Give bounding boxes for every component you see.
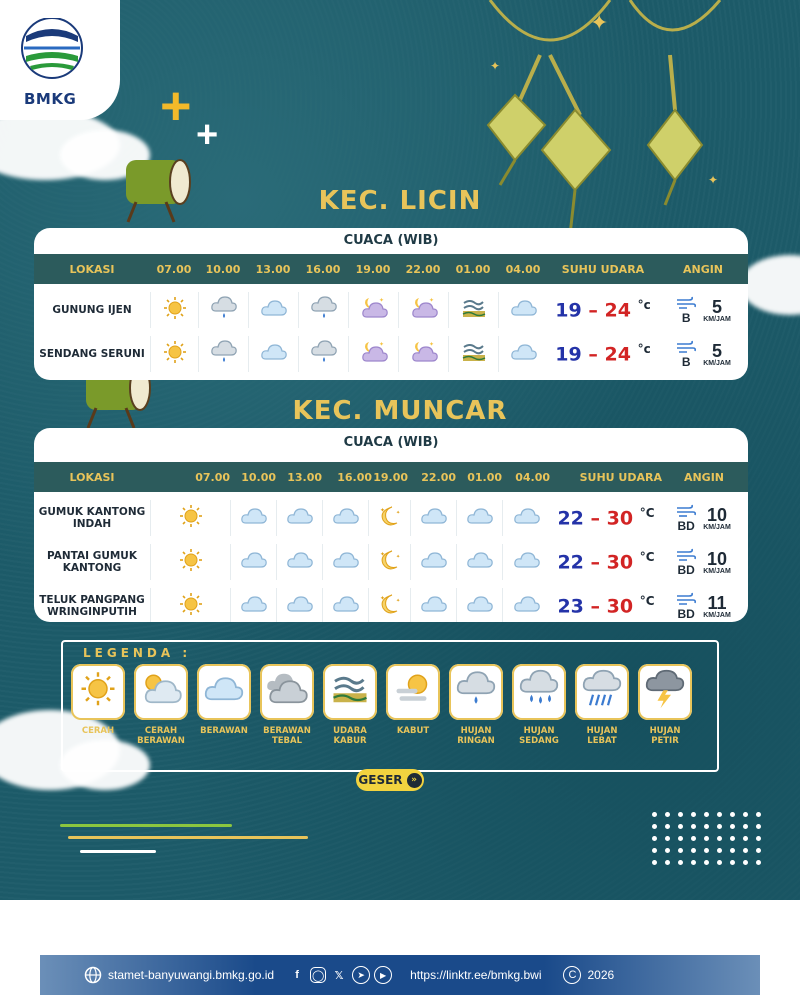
forecast-cell [198,292,248,328]
bmkg-logo [0,0,120,120]
light-rain-icon [455,670,497,714]
temp-unit: °C [639,506,655,521]
temp-separator: – [588,299,598,322]
section-title-licin: KEC. LICIN [318,186,482,216]
svg-text:✦: ✦ [378,341,384,348]
dot [704,824,709,829]
forecast-cell [276,500,322,536]
dot [717,812,722,817]
legend-title: LEGENDA : [83,646,192,660]
cloud-icon [286,594,314,619]
forecast-cell [456,588,502,622]
legend-item [512,664,566,746]
wind-info [658,295,748,325]
wind-icon [675,591,697,607]
dot [730,836,735,841]
dot [704,836,709,841]
temperature-range [548,342,658,365]
legend-item [386,664,440,736]
legend-tile [197,664,251,720]
temp-unit: °C [639,550,655,565]
wind-icon [675,547,697,563]
dot [665,824,670,829]
forecast-cell [456,544,502,580]
dot [730,848,735,853]
svg-text:✦: ✦ [395,509,400,516]
light-rain-icon [210,296,238,325]
dot [652,860,657,865]
moon-icon [378,504,402,533]
legend-label: KABUT [396,726,430,736]
forecast-cell [368,500,410,536]
wind-info [662,547,744,577]
forecast-cell [368,544,410,580]
header-wind: ANGIN [682,262,724,276]
legend-label: HUJAN LEBAT [586,726,618,746]
cloud-icon [240,506,268,531]
haze-icon [461,341,487,368]
footer-bar [40,955,760,995]
wind-speed: 11 [707,592,727,613]
copyright-year: 2026 [587,968,615,982]
temp-min: 19 [555,299,582,322]
table-header [34,254,748,284]
header-temp: SUHU UDARA [561,262,645,276]
dot [743,824,748,829]
dot [756,824,761,829]
dot [743,860,748,865]
linktree-link[interactable] [410,968,541,982]
dot [717,836,722,841]
sun-icon [163,296,187,325]
temp-unit: °c [637,342,651,357]
wind-direction: BD [677,607,695,621]
dot [756,836,761,841]
geser-label: GESER [358,773,403,787]
cloud-moon-icon [359,340,389,369]
legend-tile [71,664,125,720]
cloud-icon [260,342,288,367]
cloud-icon [332,550,360,575]
dot [743,848,748,853]
wind-unit: KM/JAM [703,523,731,531]
header-time: 10.00 [205,262,241,276]
temperature-range [550,594,662,617]
card-subtitle: CUACA (WIB) [343,435,439,450]
cloud-icon [513,506,541,531]
website-link[interactable] [84,966,274,984]
forecast-cell [398,292,448,328]
cloud-icon [513,550,541,575]
temp-unit: °c [637,298,651,313]
temperature-range [548,298,658,321]
dot [717,860,722,865]
cloud-moon-icon [409,296,439,325]
geser-button[interactable] [356,769,424,791]
dot [743,836,748,841]
location-name: GUNUNG IJEN [52,304,132,316]
header-time: 10.00 [241,470,276,484]
youtube-icon[interactable]: ▶ [374,966,392,984]
cloud-icon [420,594,448,619]
dot [730,824,735,829]
header-time: 13.00 [255,262,291,276]
header-location: LOKASI [69,470,115,484]
temp-separator: – [590,507,601,530]
cloud-icon [466,594,494,619]
temp-max: 24 [604,299,631,322]
copyright-icon: C [563,966,581,984]
temp-unit: °C [639,594,655,609]
dot [691,824,696,829]
bmkg-emblem-icon [18,18,86,82]
location-name: TELUK PANGPANG WRINGINPUTIH [39,594,145,618]
header-time: 22.00 [421,470,456,484]
dot [717,848,722,853]
legend-label: CERAH BERAWAN [137,726,185,746]
temp-max: 30 [606,595,634,618]
instagram-icon[interactable]: ◯ [310,967,326,983]
table-row [34,288,748,332]
globe-icon [84,966,102,984]
wind-info [662,503,744,533]
dot [678,860,683,865]
dot [678,836,683,841]
website-text: stamet-banyuwangi.bmkg.go.id [108,968,275,982]
dot [704,848,709,853]
dot [678,848,683,853]
cloud-icon [240,594,268,619]
divider-line [80,850,156,853]
dot [691,812,696,817]
forecast-cell [322,588,368,622]
forecast-cell [348,292,398,328]
wind-direction: B [681,311,691,325]
forecast-cell [398,336,448,372]
legend-item [449,664,503,746]
temp-min: 22 [557,507,584,530]
forecast-cell [198,336,248,372]
forecast-cell [248,336,298,372]
wind-speed: 10 [706,548,728,569]
legend-item [638,664,692,746]
svg-text:✦: ✦ [378,297,384,304]
svg-text:✦: ✦ [590,10,609,35]
cloud-icon [286,550,314,575]
temp-max: 30 [606,551,634,574]
cloud-icon [510,298,538,323]
forecast-cell [298,292,348,328]
legend-label: BERAWAN TEBAL [263,726,311,746]
cloud-moon-icon [359,296,389,325]
dot [678,812,683,817]
dot [665,836,670,841]
table-row [34,332,748,376]
legend-label: CERAH [81,726,115,736]
sun-icon [80,670,116,714]
moderate-rain-icon [518,669,560,716]
forecast-cell [230,544,276,580]
legend-item [197,664,251,736]
legend-item [134,664,188,746]
temp-max: 24 [604,343,631,366]
temp-min: 23 [557,595,584,618]
sun-cloud-icon [140,670,182,714]
dot [756,812,761,817]
dot [652,848,657,853]
light-rain-icon [310,340,338,369]
legend-label: HUJAN SEDANG [519,726,559,746]
light-rain-icon [210,340,238,369]
haze-icon [461,297,487,324]
wind-direction: BD [677,519,695,533]
dot-pattern [652,812,768,872]
forecast-cell [410,500,456,536]
fog-icon [392,670,434,714]
cloud-icon [466,506,494,531]
facebook-icon[interactable]: f [295,969,299,981]
legend-label: HUJAN PETIR [649,726,681,746]
forecast-cell [498,336,548,372]
legend-item [71,664,125,736]
dot [652,824,657,829]
forecast-cell [276,588,322,622]
cloud-icon [203,673,245,711]
table-row [34,540,748,584]
forecast-cell [276,544,322,580]
header-time: 19.00 [373,470,408,484]
temp-separator: – [590,551,601,574]
header-time: 04.00 [505,262,541,276]
sun-icon [179,592,203,621]
dot [743,812,748,817]
sun-icon [179,548,203,577]
divider-line [68,836,308,839]
legend-tile [260,664,314,720]
location-name: PANTAI GUMUK KANTONG [47,550,137,574]
header-time: 04.00 [515,470,550,484]
temp-separator: – [590,595,601,618]
cloud-icon [286,506,314,531]
cloud-icon [332,506,360,531]
social-links [288,966,392,984]
wind-speed: 5 [711,340,722,361]
wind-unit: KM/JAM [703,315,731,323]
header-time: 07.00 [195,470,230,484]
dot [652,812,657,817]
forecast-cell [322,500,368,536]
forecast-cell [368,588,410,622]
temp-max: 30 [606,507,634,530]
brand-name: BMKG [24,90,77,108]
temperature-range [550,550,662,573]
dot [665,848,670,853]
forecast-card-muncar [34,428,748,622]
header-location: LOKASI [69,262,115,276]
telegram-icon[interactable]: ➤ [352,966,370,984]
temperature-range [550,506,662,529]
dot [717,824,722,829]
wind-direction: B [681,355,691,369]
dot [730,812,735,817]
card-subtitle: CUACA (WIB) [343,233,439,248]
dot [704,812,709,817]
header-time: 07.00 [156,262,192,276]
thunderstorm-icon [644,669,686,716]
dot [756,860,761,865]
wind-unit: KM/JAM [703,567,731,575]
plus-decoration: + [196,114,219,156]
temp-min: 22 [557,551,584,574]
wind-icon [675,339,697,355]
legend-tile [512,664,566,720]
temp-min: 19 [555,343,582,366]
header-time: 13.00 [287,470,322,484]
table-row [34,584,748,622]
forecast-cell [150,588,230,622]
location-name: GUMUK KANTONG INDAH [38,506,146,530]
wind-icon [675,503,697,519]
forecast-cell [322,544,368,580]
linktree-text: https://linktr.ee/bmkg.bwi [410,968,542,982]
forecast-cell [230,588,276,622]
legend [61,640,719,772]
dot [665,812,670,817]
wind-info [662,591,744,621]
legend-tile [386,664,440,720]
table-row [34,496,748,540]
forecast-cell [502,544,550,580]
table-body [34,492,748,622]
section-title-muncar: KEC. MUNCAR [292,396,508,426]
forecast-cell [298,336,348,372]
moon-icon [378,548,402,577]
legend-label: BERAWAN [200,726,248,736]
forecast-cell [498,292,548,328]
wind-speed: 10 [706,504,728,525]
forecast-cell [230,500,276,536]
temp-separator: – [588,343,598,366]
thick-cloud-icon [265,672,310,713]
wind-direction: BD [677,563,695,577]
forecast-cell [150,292,198,328]
svg-text:✦: ✦ [379,507,385,514]
forecast-cell [410,588,456,622]
cloud-icon [332,594,360,619]
moon-icon [378,592,402,621]
wind-speed: 5 [711,296,722,317]
forecast-cell [150,544,230,580]
legend-tile [575,664,629,720]
double-chevron-right-icon: » [407,773,422,788]
cloud-icon [466,550,494,575]
svg-text:✦: ✦ [708,173,719,187]
cloud-icon [260,298,288,323]
cloud-icon [513,594,541,619]
wind-info [658,339,748,369]
plus-decoration: + [160,76,192,136]
svg-text:✦: ✦ [379,551,385,558]
light-rain-icon [310,296,338,325]
header-time: 01.00 [455,262,491,276]
haze-icon [331,672,370,713]
header-time: 01.00 [467,470,502,484]
header-time: 19.00 [355,262,391,276]
forecast-cell [150,500,230,536]
table-header [34,462,748,492]
cloud-icon [510,342,538,367]
legend-tile [638,664,692,720]
svg-text:✦: ✦ [428,341,434,348]
dot [691,848,696,853]
header-time: 16.00 [305,262,341,276]
location-name: SENDANG SERUNI [39,348,145,360]
forecast-cell [410,544,456,580]
header-time: 22.00 [405,262,441,276]
svg-text:✦: ✦ [395,553,400,560]
x-icon[interactable]: 𝕏 [334,969,344,982]
dot [730,860,735,865]
wind-icon [675,295,697,311]
dot [704,860,709,865]
cloud-icon [240,550,268,575]
legend-tile [134,664,188,720]
header-wind: ANGIN [683,470,724,484]
forecast-cell [502,588,550,622]
forecast-cell [448,336,498,372]
legend-item [323,664,377,746]
forecast-cell [502,500,550,536]
forecast-card-licin [34,228,748,380]
svg-text:✦: ✦ [490,59,501,73]
wind-unit: KM/JAM [703,611,731,619]
legend-item [260,664,314,746]
cloud-icon [420,506,448,531]
svg-text:✦: ✦ [395,597,400,604]
wind-unit: KM/JAM [703,359,731,367]
heavy-rain-icon [581,669,623,716]
legend-label: HUJAN RINGAN [457,726,495,746]
copyright [563,966,614,984]
header-temp: SUHU UDARA [579,470,662,484]
svg-text:✦: ✦ [428,297,434,304]
dot [678,824,683,829]
dot [652,836,657,841]
sun-icon [163,340,187,369]
forecast-cell [248,292,298,328]
legend-item [575,664,629,746]
forecast-cell [348,336,398,372]
dot [665,860,670,865]
svg-text:✦: ✦ [379,595,385,602]
dot [756,848,761,853]
divider-line [60,824,232,827]
forecast-cell [150,336,198,372]
forecast-cell [456,500,502,536]
sun-icon [179,504,203,533]
dot [691,836,696,841]
legend-tile [323,664,377,720]
header-time: 16.00 [337,470,372,484]
table-body [34,284,748,376]
cloud-icon [420,550,448,575]
legend-tile [449,664,503,720]
legend-label: UDARA KABUR [333,726,367,746]
cloud-moon-icon [409,340,439,369]
forecast-cell [448,292,498,328]
dot [691,860,696,865]
